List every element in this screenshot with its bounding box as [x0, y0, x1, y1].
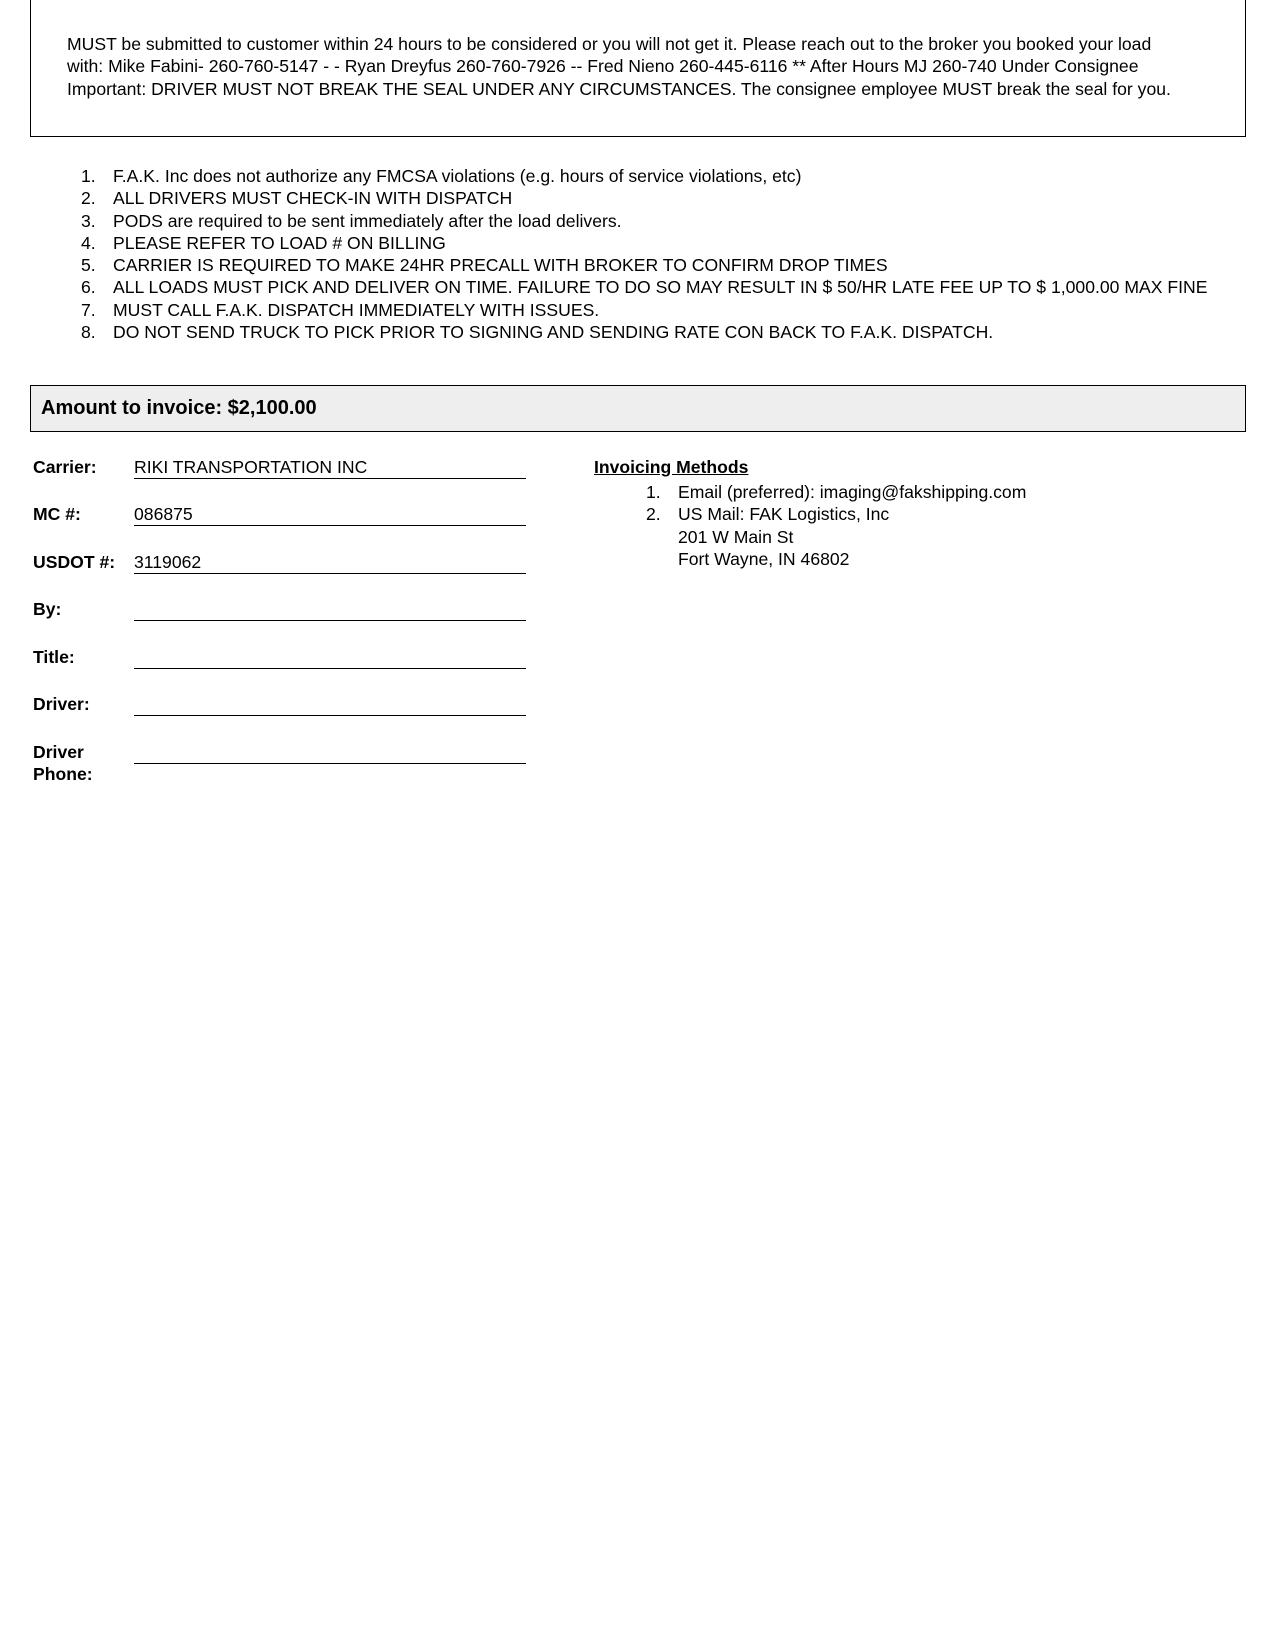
rule-text: MUST CALL F.A.K. DISPATCH IMMEDIATELY WITH ISSUES. [113, 299, 600, 320]
driver-phone-field[interactable] [134, 741, 526, 764]
rule-item [60, 276, 1250, 298]
rule-number: 3. [81, 210, 96, 231]
amount-to-invoice: Amount to invoice: $2,100.00 [41, 397, 317, 419]
rule-text: PLEASE REFER TO LOAD # ON BILLING [113, 232, 446, 253]
mc-label: MC #: [33, 504, 81, 524]
rule-text: DO NOT SEND TRUCK TO PICK PRIOR TO SIGNING AND SENDING RATE CON BACK TO F.A.K. DISPATCH. [113, 322, 994, 343]
invoicing-mail-line: US Mail: FAK Logistics, Inc [678, 504, 890, 525]
title-label: Title: [33, 647, 75, 667]
invoicing-email-line: Email (preferred): imaging@fakshipping.com [678, 482, 1027, 502]
rule-item [60, 321, 1250, 343]
rule-item [60, 232, 1250, 254]
title-field[interactable] [134, 646, 526, 669]
invoicing-street-line: 201 W Main St [678, 526, 794, 547]
rule-number: 4. [81, 232, 96, 253]
mc-row [33, 503, 528, 533]
mc-field[interactable] [134, 503, 526, 526]
usdot-value: 3119062 [134, 552, 202, 572]
by-row [33, 598, 528, 628]
mc-value: 086875 [134, 504, 193, 524]
invoicing-methods-title: Invoicing Methods [594, 457, 749, 477]
title-row [33, 646, 528, 676]
rule-text: ALL DRIVERS MUST CHECK-IN WITH DISPATCH [113, 188, 513, 209]
rule-text: PODS are required to be sent immediately after the load delivers. [113, 210, 622, 231]
invoicing-method-email [594, 481, 1234, 503]
invoicing-method-number: 1. [646, 482, 661, 502]
rules-list [60, 165, 1250, 343]
rule-item [60, 165, 1250, 187]
usdot-field[interactable] [134, 551, 526, 574]
rule-number: 2. [81, 188, 96, 209]
invoicing-methods-list [594, 481, 1234, 570]
invoicing-method-mail [594, 503, 1234, 570]
amount-to-invoice-box [30, 385, 1246, 432]
carrier-value: RIKI TRANSPORTATION INC [134, 457, 368, 477]
rule-item [60, 299, 1250, 321]
carrier-row [33, 456, 528, 486]
rule-number: 5. [81, 255, 96, 276]
notes-text: MUST be submitted to customer within 24 hours to be considered or you will not get it. Please reach out to the broker you booked your load with: Mike Fabini- 260-760-5147 - - Ryan Dreyfus 260-760-7926 -- Fred Nieno 260-445-6116 ** After Hours MJ 260-740 Under Consignee Important: DRIVER MUST NOT BREAK THE SEAL UNDER ANY CIRCUMSTANCES. The consignee employee MUST break the seal for you. [67, 34, 1171, 99]
rule-item [60, 210, 1250, 232]
invoicing-method-number: 2. [646, 504, 661, 525]
rule-text: F.A.K. Inc does not authorize any FMCSA violations (e.g. hours of service violations, etc) [113, 166, 802, 186]
rule-number: 6. [81, 277, 96, 298]
driver-field[interactable] [134, 693, 526, 716]
usdot-row [33, 551, 528, 581]
rule-item [60, 187, 1250, 209]
by-label: By: [33, 599, 62, 619]
usdot-label: USDOT #: [33, 552, 116, 572]
rule-number: 1. [81, 166, 96, 186]
rule-number: 7. [81, 299, 96, 320]
driver-row [33, 693, 528, 723]
driver-phone-row [33, 741, 528, 791]
rule-text: CARRIER IS REQUIRED TO MAKE 24HR PRECALL WITH BROKER TO CONFIRM DROP TIMES [113, 255, 888, 276]
rule-item [60, 254, 1250, 276]
driver-label: Driver: [33, 694, 90, 714]
by-field[interactable] [134, 598, 526, 621]
invoicing-city-line: Fort Wayne, IN 46802 [678, 548, 850, 569]
carrier-label: Carrier: [33, 457, 97, 477]
rule-number: 8. [81, 322, 96, 343]
driver-phone-label: Driver Phone: [33, 742, 93, 785]
rule-text: ALL LOADS MUST PICK AND DELIVER ON TIME. FAILURE TO DO SO MAY RESULT IN $ 50/HR LATE FEE UP TO $ 1,000.00 MAX FINE [113, 277, 1208, 298]
carrier-field[interactable] [134, 456, 526, 479]
